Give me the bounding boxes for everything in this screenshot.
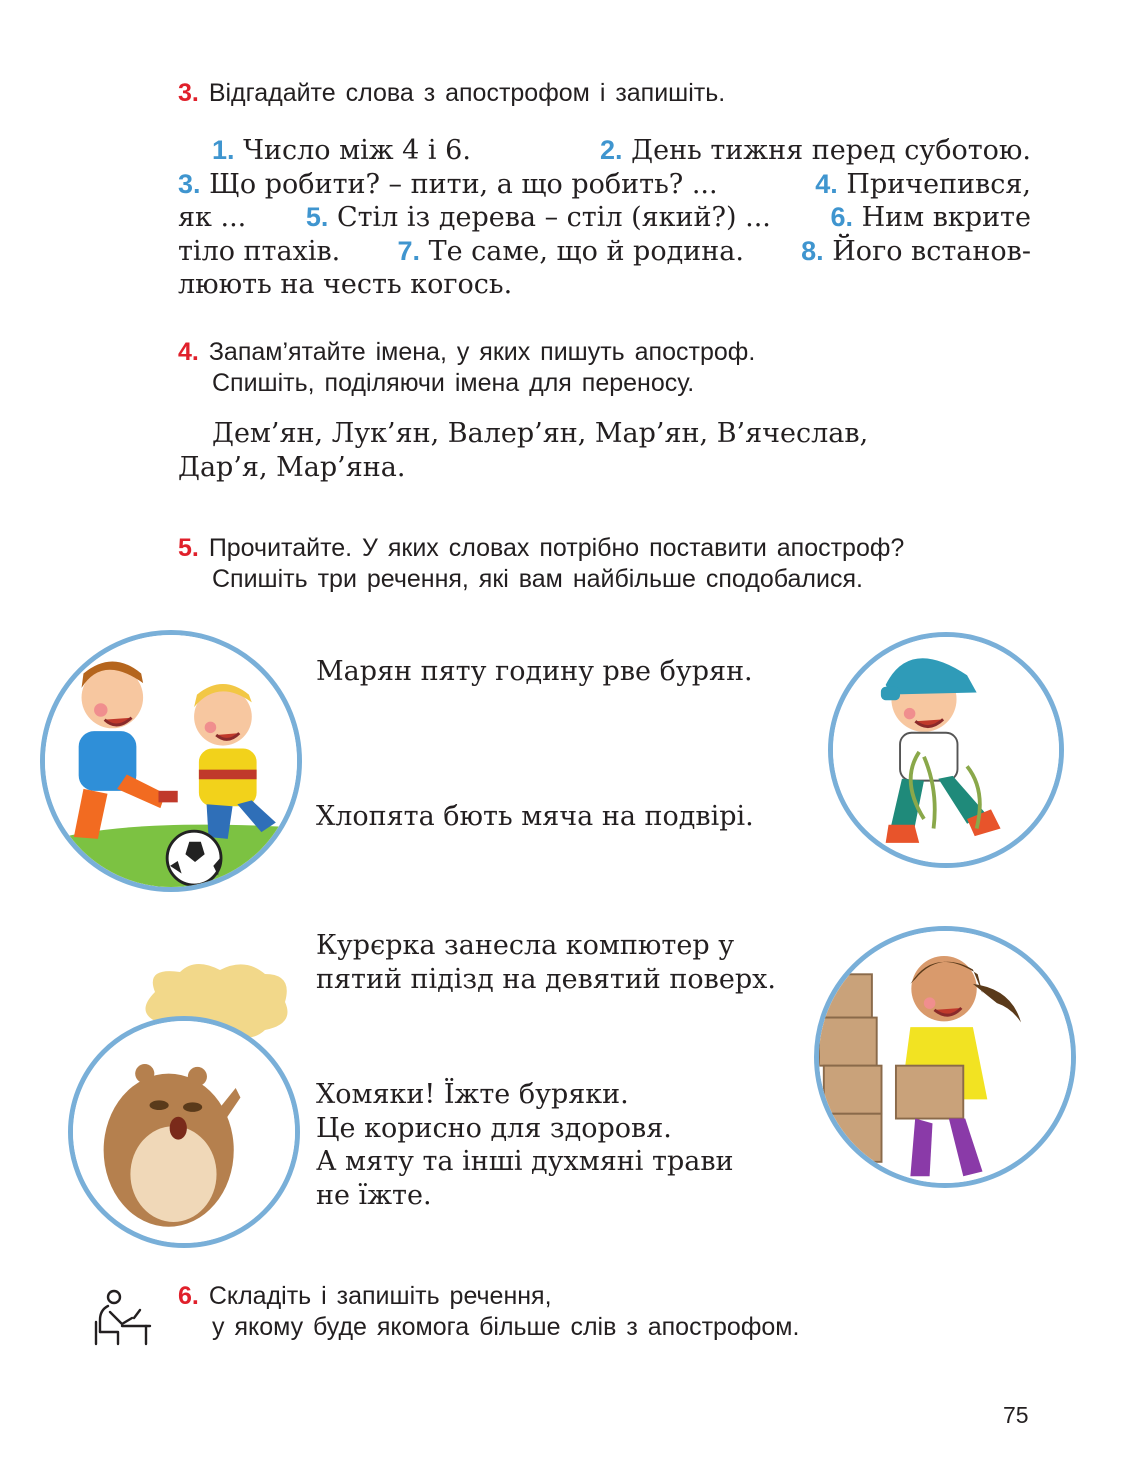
task-5-number: 5. bbox=[178, 534, 199, 562]
task-3-instruction-text: Відгадайте слова з апострофом і запишіть. bbox=[208, 79, 726, 107]
sentence-4-line: Хомяки! Їжте буряки. bbox=[316, 1079, 629, 1110]
task-6-instruction bbox=[178, 1281, 799, 1343]
item-number: 8. bbox=[801, 235, 824, 266]
task-4-instruction-line: Спишіть, поділяючи імена для переносу. bbox=[212, 369, 695, 397]
item-text: Стіл із дерева – стіл (який?) ... bbox=[336, 202, 771, 233]
item-text: Те саме, що й родина. bbox=[428, 235, 744, 267]
task-4-names bbox=[178, 417, 1031, 484]
task-5-instruction bbox=[178, 533, 904, 595]
page-number: 75 bbox=[1003, 1402, 1029, 1428]
task-3-instruction bbox=[178, 78, 725, 109]
sentence-3 bbox=[316, 929, 776, 996]
item-text: Що робити? – пити, а що робить? ... bbox=[209, 168, 718, 200]
boys-football-illustration bbox=[40, 630, 302, 892]
riddles-line bbox=[178, 235, 1031, 269]
riddles-line bbox=[178, 201, 1031, 235]
sentence-3-line: пятий підізд на девятий поверх. bbox=[316, 963, 776, 995]
task-4-instruction bbox=[178, 337, 755, 399]
boy-weeds-illustration bbox=[828, 632, 1064, 868]
item-text: люють на честь когось. bbox=[178, 269, 513, 300]
item-number: 2. bbox=[600, 135, 623, 165]
names-line: Дем’ян, Лук’ян, Валер’ян, Мар’ян, В’ячеслав, bbox=[212, 418, 869, 449]
girl-boxes-illustration bbox=[814, 926, 1076, 1188]
item-number: 1. bbox=[212, 135, 235, 165]
sentence-4-line: Це корисно для здоровя. bbox=[316, 1112, 672, 1144]
task-6-instruction-line: Складіть і запишіть речення, bbox=[208, 1282, 552, 1310]
task-3-number: 3. bbox=[178, 79, 199, 107]
item-text: тіло птахів. bbox=[178, 235, 341, 267]
riddles-line bbox=[178, 268, 1031, 302]
item-text: Число між 4 і 6. bbox=[243, 135, 471, 166]
sentence-1: Марян пяту годину рве бурян. bbox=[316, 656, 753, 687]
item-number: 5. bbox=[305, 202, 329, 232]
task-5-instruction-line: Прочитайте. У яких словах потрібно поставити апостроф? bbox=[208, 534, 905, 562]
sentence-4-line: не їжте. bbox=[316, 1179, 432, 1211]
task-4-number: 4. bbox=[178, 338, 199, 366]
sentence-2: Хлопята бють мяча на подвірі. bbox=[316, 801, 754, 832]
item-number: 4. bbox=[815, 168, 838, 199]
item-text: Ним вкрите bbox=[861, 202, 1031, 233]
task-6-instruction-line: у якому буде якомога більше слів з апострофом. bbox=[212, 1313, 800, 1341]
item-text: Причепився, bbox=[846, 168, 1031, 200]
sentence-3-line: Курєрка занесла компютер у bbox=[316, 930, 735, 961]
hamster-illustration bbox=[68, 1016, 300, 1248]
sentence-4 bbox=[316, 1078, 734, 1212]
riddles-line bbox=[178, 168, 1031, 202]
task-4-instruction-line: Запам’ятайте імена, у яких пишуть апостроф. bbox=[208, 338, 756, 366]
writing-at-desk-icon bbox=[92, 1288, 154, 1346]
item-text: Його встанов- bbox=[832, 235, 1031, 267]
item-text: як ... bbox=[178, 202, 247, 233]
item-number: 3. bbox=[178, 168, 201, 199]
names-line: Дар’я, Мар’яна. bbox=[178, 451, 406, 483]
item-number: 7. bbox=[397, 235, 421, 266]
task-6-number: 6. bbox=[178, 1282, 199, 1310]
task-3-riddles bbox=[178, 134, 1031, 302]
riddles-line bbox=[178, 134, 1031, 168]
task-5-instruction-line: Спишіть три речення, які вам найбільше сподобалися. bbox=[212, 565, 863, 593]
item-text: День тижня перед суботою. bbox=[631, 135, 1031, 166]
item-number: 6. bbox=[830, 202, 853, 232]
sentence-4-line: А мяту та інші духмяні трави bbox=[316, 1146, 734, 1177]
